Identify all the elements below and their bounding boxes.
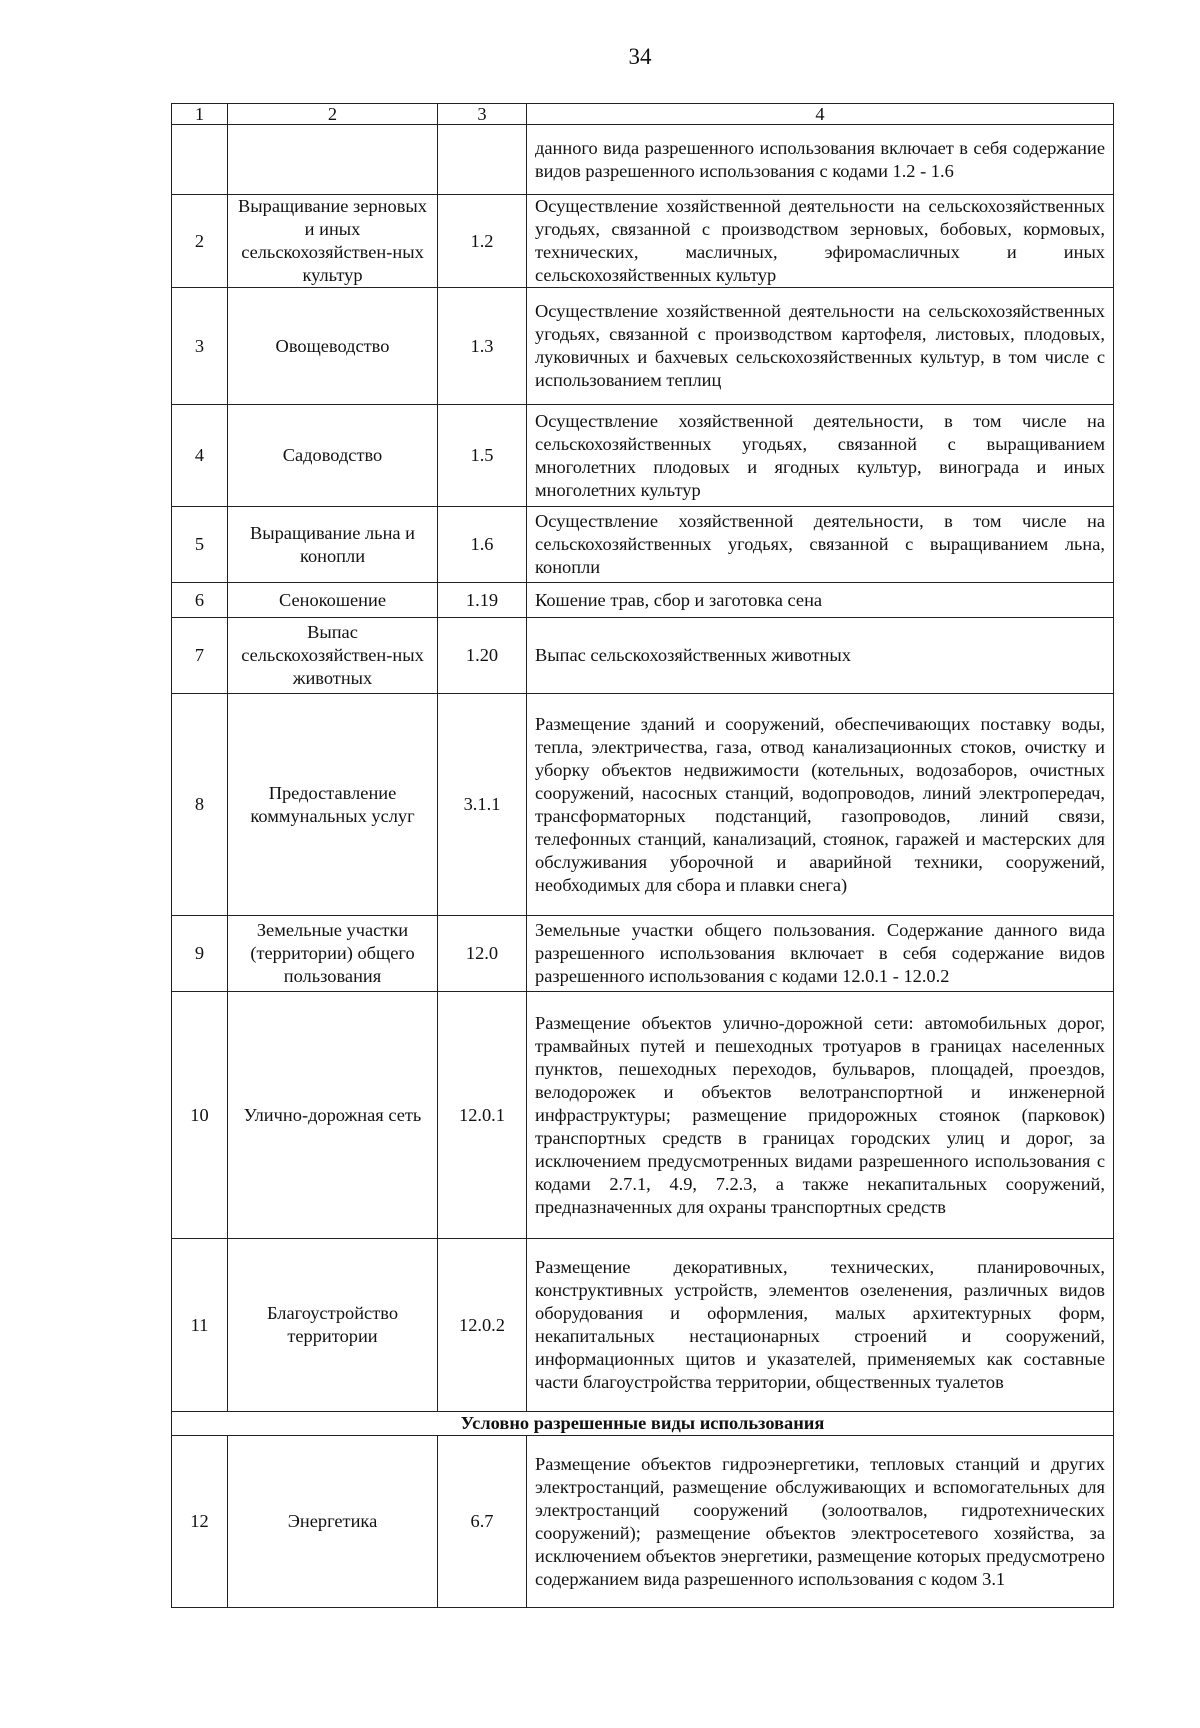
table-row (172, 507, 1114, 583)
table-row (172, 694, 1114, 916)
row-number: 6 (172, 583, 228, 618)
table-row (172, 1239, 1114, 1412)
use-description: Земельные участки общего пользования. Содержание данного вида разрешенного использования включает в себя содержание видов разрешенного использования с кодами 12.0.1 - 12.0.2 (527, 916, 1114, 992)
use-description: Осуществление хозяйственной деятельности, в том числе на сельскохозяйственных угодьях, связанной с выращиванием льна, конопли (527, 507, 1114, 583)
use-code (438, 125, 527, 195)
row-number: 7 (172, 618, 228, 694)
table-row (172, 195, 1114, 288)
use-code: 1.5 (438, 405, 527, 507)
use-description: Размещение зданий и сооружений, обеспечивающих поставку воды, тепла, электричества, газа, отвод канализационных стоков, очистку и уборку объектов недвижимости (котельных, водозаборов, очистных сооружений, насосных станций, водопроводов, линий электропередач, трансформаторных подстанций, газопроводов, линий связи, телефонных станций, канализаций, стоянок, гаражей и мастерских для обслуживания уборочной и аварийной техники, сооружений, необходимых для сбора и плавки снега) (527, 694, 1114, 916)
use-name: Овощеводство (228, 288, 438, 405)
section-title: Условно разрешенные виды использования (172, 1412, 1114, 1436)
use-name: Сенокошение (228, 583, 438, 618)
use-code: 1.20 (438, 618, 527, 694)
use-name (228, 125, 438, 195)
use-code: 1.19 (438, 583, 527, 618)
row-number (172, 125, 228, 195)
use-code: 6.7 (438, 1436, 527, 1608)
row-number: 10 (172, 992, 228, 1239)
row-number: 5 (172, 507, 228, 583)
use-name: Улично-дорожная сеть (228, 992, 438, 1239)
table-row (172, 618, 1114, 694)
use-name: Выращивание зерновых и иных сельскохозяйствен-ных культур (228, 195, 438, 288)
use-code: 3.1.1 (438, 694, 527, 916)
use-code: 12.0.2 (438, 1239, 527, 1412)
table-row (172, 992, 1114, 1239)
use-code: 12.0.1 (438, 992, 527, 1239)
row-number: 9 (172, 916, 228, 992)
use-description: Осуществление хозяйственной деятельности на сельскохозяйственных угодьях, связанной с производством картофеля, листовых, плодовых, луковичных и бахчевых сельскохозяйственных культур, в том числе с использованием теплиц (527, 288, 1114, 405)
table-row (172, 405, 1114, 507)
row-number: 11 (172, 1239, 228, 1412)
table-row (172, 1436, 1114, 1608)
use-name: Выпас сельскохозяйствен-ных животных (228, 618, 438, 694)
table-row (172, 583, 1114, 618)
use-description: Размещение декоративных, технических, планировочных, конструктивных устройств, элементов озеленения, различных видов оборудования и оформления, малых архитектурных форм, некапитальных нестационарных строений и сооружений, информационных щитов и указателей, применяемых как составные части благоустройства территории, общественных туалетов (527, 1239, 1114, 1412)
header-cell: 4 (527, 104, 1114, 125)
use-description: Кошение трав, сбор и заготовка сена (527, 583, 1114, 618)
header-cell: 1 (172, 104, 228, 125)
page-number: 34 (628, 44, 652, 69)
use-code: 1.3 (438, 288, 527, 405)
use-name: Энергетика (228, 1436, 438, 1608)
header-cell: 3 (438, 104, 527, 125)
table-header-row (172, 104, 1114, 125)
use-name: Выращивание льна и конопли (228, 507, 438, 583)
header-cell: 2 (228, 104, 438, 125)
row-number: 12 (172, 1436, 228, 1608)
row-number: 8 (172, 694, 228, 916)
section-row (172, 1412, 1114, 1436)
use-description: данного вида разрешенного использования включает в себя содержание видов разрешенного использования с кодами 1.2 - 1.6 (527, 125, 1114, 195)
use-code: 1.2 (438, 195, 527, 288)
use-code: 12.0 (438, 916, 527, 992)
use-name: Благоустройство территории (228, 1239, 438, 1412)
table-row (172, 916, 1114, 992)
use-description: Размещение объектов улично-дорожной сети: автомобильных дорог, трамвайных путей и пешеходных тротуаров в границах населенных пунктов, пешеходных переходов, бульваров, площадей, проездов, велодорожек и объектов велотранспортной и инженерной инфраструктуры; размещение придорожных стоянок (парковок) транспортных средств в границах городских улиц и дорог, за исключением предусмотренных видами разрешенного использования с кодами 2.7.1, 4.9, 7.2.3, а также некапитальных сооружений, предназначенных для охраны транспортных средств (527, 992, 1114, 1239)
use-description: Размещение объектов гидроэнергетики, тепловых станций и других электростанций, размещение обслуживающих и вспомогательных для электростанций сооружений (золоотвалов, гидротехнических сооружений); размещение объектов электросетевого хозяйства, за исключением объектов энергетики, размещение которых предусмотрено содержанием вида разрешенного использования с кодом 3.1 (527, 1436, 1114, 1608)
row-number: 4 (172, 405, 228, 507)
land-use-table (171, 103, 1114, 1608)
row-number: 2 (172, 195, 228, 288)
table-row (172, 125, 1114, 195)
use-description: Осуществление хозяйственной деятельности на сельскохозяйственных угодьях, связанной с производством зерновых, бобовых, кормовых, технических, масличных, эфиромасличных и иных сельскохозяйственных культур (527, 195, 1114, 288)
use-name: Земельные участки (территории) общего пользования (228, 916, 438, 992)
use-code: 1.6 (438, 507, 527, 583)
use-name: Предоставление коммунальных услуг (228, 694, 438, 916)
use-description: Осуществление хозяйственной деятельности, в том числе на сельскохозяйственных угодьях, связанной с выращиванием многолетних плодовых и ягодных культур, винограда и иных многолетних культур (527, 405, 1114, 507)
use-name: Садоводство (228, 405, 438, 507)
table-row (172, 288, 1114, 405)
use-description: Выпас сельскохозяйственных животных (527, 618, 1114, 694)
row-number: 3 (172, 288, 228, 405)
